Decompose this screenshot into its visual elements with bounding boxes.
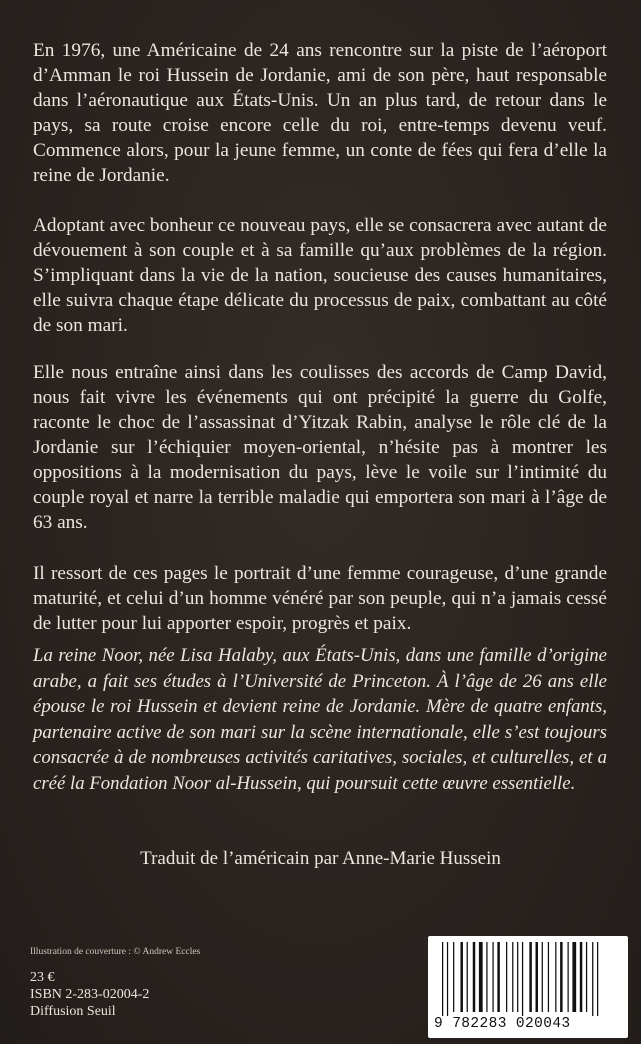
barcode-bar — [560, 942, 563, 1012]
barcode-bar — [506, 942, 507, 1012]
barcode-bar — [536, 942, 539, 1012]
summary-paragraph-4: Il ressort de ces pages le portrait d’une femme courageuse, d’une grande maturité, et celui d’un homme vénéré par son peuple, qui n’a jamais cessé de lutter pour lui apporter espoir, progrès et paix. — [33, 563, 607, 634]
barcode-bar — [473, 942, 476, 1012]
barcode-bar — [597, 942, 598, 1016]
barcode-bar — [568, 942, 569, 1012]
author-bio: La reine Noor, née Lisa Halaby, aux États-Unis, dans une famille d’origine arabe, a fait ses études à l’Université de Princeton. À l’âge de 26 ans elle épouse le roi Hussein et devient reine de Jordanie. Mère de quatre enfants, partenaire active de son mari sur la scène internationale, elle s’est toujours consacrée à de nombreuses activités caritatives, sociales, et culturelles, et a créé la Fondation Noor al-Hussein, qui poursuit cette œuvre essentielle. — [33, 645, 607, 794]
distributor: Diffusion Seuil — [30, 1004, 116, 1019]
summary-paragraph-2: Adoptant avec bonheur ce nouveau pays, elle se consacrera avec autant de dévouement à son couple et à sa famille qu’aux problèmes de la région. S’impliquant dans la vie de la nation, soucieuse des causes humanitaires, elle suivra chaque étape délicate du processus de paix, combattant au côté de son mari. — [33, 215, 607, 336]
barcode-bar — [479, 942, 483, 1012]
barcode-bar — [453, 942, 454, 1012]
barcode-digits: 9 782283 020043 — [434, 1016, 571, 1032]
barcode-bar — [492, 942, 493, 1012]
price: 23 € — [30, 970, 55, 985]
summary-paragraph-3: Elle nous entraîne ainsi dans les coulisses des accords de Camp David, nous fait vivre les événements qui ont précipité la guerre du Golfe, raconte le choc de l’assassinat d’Yitzak Rabin, analyse le rôle clé de la Jordanie sur l’échiquier moyen-oriental, n’hésite pas à montrer les oppositions à la modernisation du pays, lève le voile sur l’intimité du couple royal et narre la terrible maladie qui emportera son mari à l’âge de 63 ans. — [33, 362, 607, 533]
barcode-bar — [529, 942, 532, 1012]
cover-illustration-credit: Illustration de couverture : © Andrew Eccles — [30, 947, 201, 957]
barcode-bar — [580, 942, 583, 1012]
summary-paragraph-1: En 1976, une Américaine de 24 ans rencontre sur la piste de l’aéroport d’Amman le roi Hussein de Jordanie, ami de son père, haut responsable dans l’aéronautique aux États-Unis. Un an plus tard, de retour dans le pays, sa route croise encore celle du roi, entre-temps devenu veuf. Commence alors, pour la jeune femme, un conte de fées qui fera d’elle la reine de Jordanie. — [33, 40, 607, 186]
barcode-bar — [548, 942, 549, 1012]
barcode-bar — [447, 942, 448, 1016]
barcode-bars-icon — [436, 942, 620, 1016]
barcode-bar — [542, 942, 543, 1012]
barcode-bar — [522, 942, 523, 1016]
barcode-bar — [497, 942, 500, 1012]
barcode-bar — [512, 942, 513, 1012]
barcode-bar — [486, 942, 487, 1012]
barcode-bar — [592, 942, 593, 1016]
barcode-bar — [555, 942, 556, 1012]
barcode-bar — [572, 942, 576, 1012]
barcode-bar — [517, 942, 518, 1012]
barcode-bar — [442, 942, 443, 1016]
barcode-bar — [467, 942, 468, 1012]
barcode-bar — [460, 942, 463, 1012]
isbn: ISBN 2-283-02004-2 — [30, 987, 150, 1002]
translator-credit: Traduit de l’américain par Anne-Marie Hussein — [140, 848, 501, 869]
barcode — [428, 936, 628, 1038]
barcode-bar — [586, 942, 587, 1012]
